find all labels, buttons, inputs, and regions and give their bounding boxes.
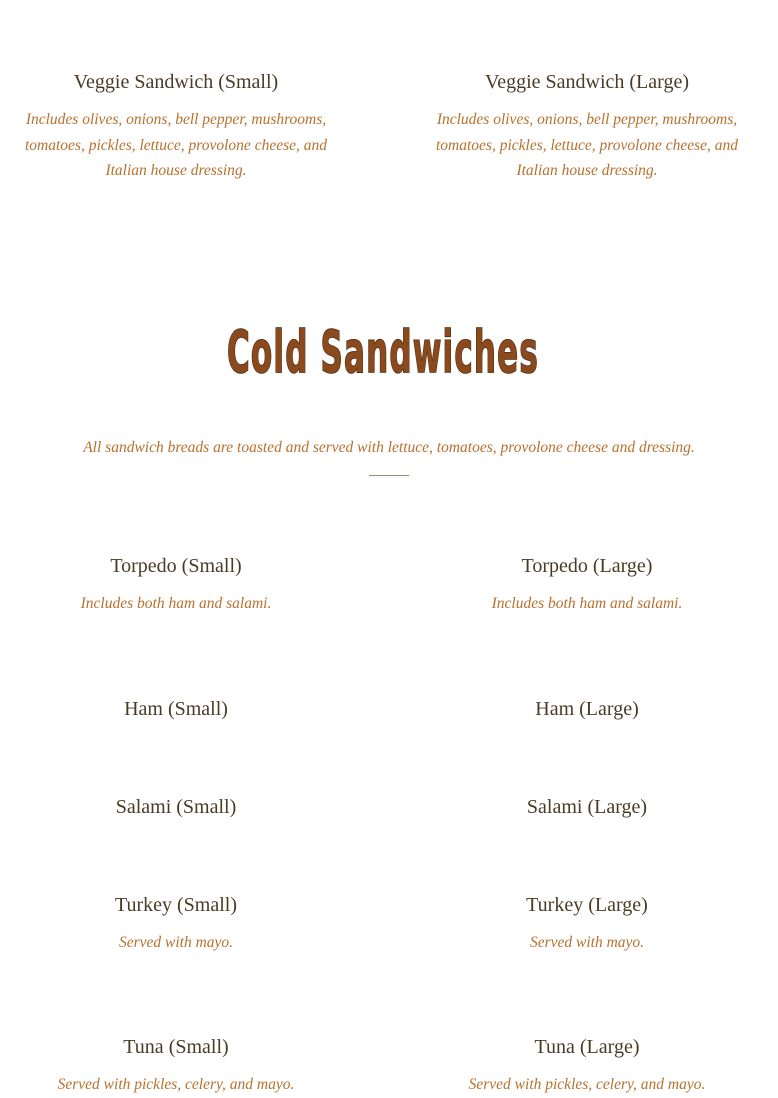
- menu-item: [412, 795, 762, 819]
- menu-item: [412, 70, 762, 184]
- menu-item: [1, 1035, 351, 1098]
- menu-item-name: Salami (Small): [115, 796, 237, 818]
- menu-item-name: Ham (Small): [124, 698, 228, 720]
- menu-item: [1, 554, 351, 617]
- menu-item-name: Tuna (Small): [123, 1036, 229, 1058]
- menu-item-name: Turkey (Small): [114, 894, 238, 916]
- menu-item-description: Served with pickles, celery, and mayo.: [468, 1076, 706, 1093]
- menu-item: [412, 893, 762, 956]
- menu-item: [412, 554, 762, 617]
- menu-item-name: Veggie Sandwich (Small): [73, 71, 279, 93]
- menu-item: [1, 70, 351, 184]
- section-note: All sandwich breads are toasted and served with lettuce, tomatoes, provolone cheese and dressing.: [83, 439, 695, 456]
- menu-item-name: Turkey (Large): [526, 894, 648, 916]
- menu-item-name: Torpedo (Large): [521, 555, 653, 577]
- menu-item: [1, 893, 351, 956]
- menu-item-description: Includes both ham and salami.: [491, 595, 683, 612]
- menu-item: [412, 697, 762, 721]
- menu-item-name: Veggie Sandwich (Large): [484, 71, 689, 93]
- divider: [369, 475, 409, 476]
- menu-item-name: Ham (Large): [535, 698, 639, 720]
- menu-item: [1, 795, 351, 819]
- section-title: [0, 318, 765, 389]
- menu-item-description: Served with pickles, celery, and mayo.: [57, 1076, 295, 1093]
- menu-item: [1, 697, 351, 721]
- section-title-text: Cold Sandwiches: [226, 318, 539, 386]
- menu-item-name: Salami (Large): [526, 796, 648, 818]
- menu-item-description: Includes both ham and salami.: [80, 595, 272, 612]
- menu-item-description: Served with mayo.: [529, 934, 645, 951]
- menu-item-name: Torpedo (Small): [110, 555, 242, 577]
- section-title-graphic: [218, 318, 548, 386]
- menu-item: [412, 1035, 762, 1098]
- menu-item-description: Served with mayo.: [118, 934, 234, 951]
- menu-item-name: Tuna (Large): [534, 1036, 640, 1058]
- menu-item-description: Includes olives, onions, bell pepper, mushrooms, tomatoes, pickles, lettuce, provolone cheese, and Italian house dressing.: [24, 111, 327, 179]
- menu-item-description: Includes olives, onions, bell pepper, mushrooms, tomatoes, pickles, lettuce, provolone cheese, and Italian house dressing.: [435, 111, 738, 179]
